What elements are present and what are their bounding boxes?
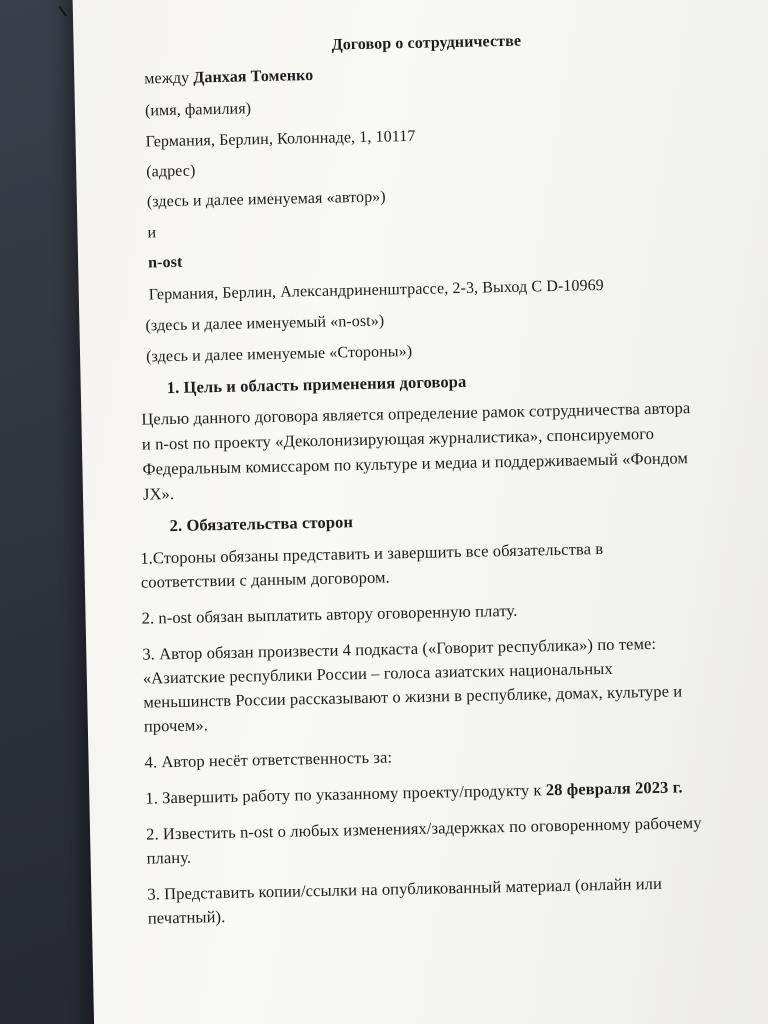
obligation-2: 2. n-ost обязан выплатить автору оговоренную плату.: [141, 600, 518, 628]
section-1-line-2: и n-ost по проекту «Деколонизирующая журналистика», спонсируемого: [141, 423, 655, 454]
obligation-3-line-1: 3. Автор обязан произвести 4 подкаста («Говорит республика») по теме:: [142, 633, 657, 664]
name-hint: (имя, фамилия): [144, 100, 252, 120]
between-prefix: между: [144, 69, 190, 88]
between-line: [144, 67, 313, 89]
responsibility-1: [145, 777, 683, 808]
section-1-heading: 1. Цель и область применения договора: [166, 371, 467, 398]
obligation-3-line-3: меньшинств России рассказывают о жизни в республике, домах, культуре и: [143, 681, 683, 712]
responsibility-3-line-2: печатный).: [147, 906, 226, 928]
address-hint: (адрес): [146, 162, 196, 181]
section-1-line-3: Федеральным комиссаром по культуре и медиа и поддерживаемый «Фондом: [142, 448, 689, 479]
document-page: [72, 0, 768, 1024]
org-address: Германия, Берлин, Александриненштрассе, 2-3, Выход С D-10969: [148, 276, 604, 304]
deadline-date: 28 февраля 2023 г.: [545, 777, 683, 800]
responsibility-1-text: 1. Завершить работу по указанному проекту/продукту к: [145, 780, 546, 808]
section-2-heading: 2. Обязательства сторон: [169, 512, 354, 536]
obligation-3-line-4: прочем».: [143, 715, 209, 736]
responsibility-3-line-1: 3. Представить копии/ссылки на опубликованный материал (онлайн или: [147, 873, 663, 904]
author-name: Данхая Томенко: [193, 66, 314, 87]
section-1-line-1: Целью данного договора является определение рамок сотрудничества автора: [141, 398, 691, 429]
obligation-3-line-2: «Азиатские республики России – голоса азиатских национальных: [142, 658, 613, 688]
responsibility-2-line-1: 2. Известить n-ost о любых изменениях/задержках по оговоренному рабочему: [145, 813, 702, 844]
document-title: Договор о сотрудничестве: [331, 32, 522, 54]
obligation-1-line-2: соответствии с данным договором.: [140, 567, 390, 592]
author-address: Германия, Берлин, Колоннаде, 1, 10117: [145, 127, 416, 151]
responsibility-2-line-2: плану.: [146, 847, 192, 868]
section-1-line-4: JX».: [142, 483, 175, 504]
and-word: и: [147, 224, 157, 242]
obligation-1-line-1: 1.Стороны обязаны представить и завершить все обязательства в: [140, 539, 604, 568]
obligation-4: 4. Автор несёт ответственность за:: [144, 747, 393, 772]
parties-alias: (здесь и далее именуемые «Стороны»): [145, 342, 413, 366]
author-alias: (здесь и далее именуемая «автор»): [146, 188, 386, 211]
org-name: n-ost: [147, 253, 183, 272]
org-alias: (здесь и далее именуемый «n-ost»): [145, 312, 385, 335]
